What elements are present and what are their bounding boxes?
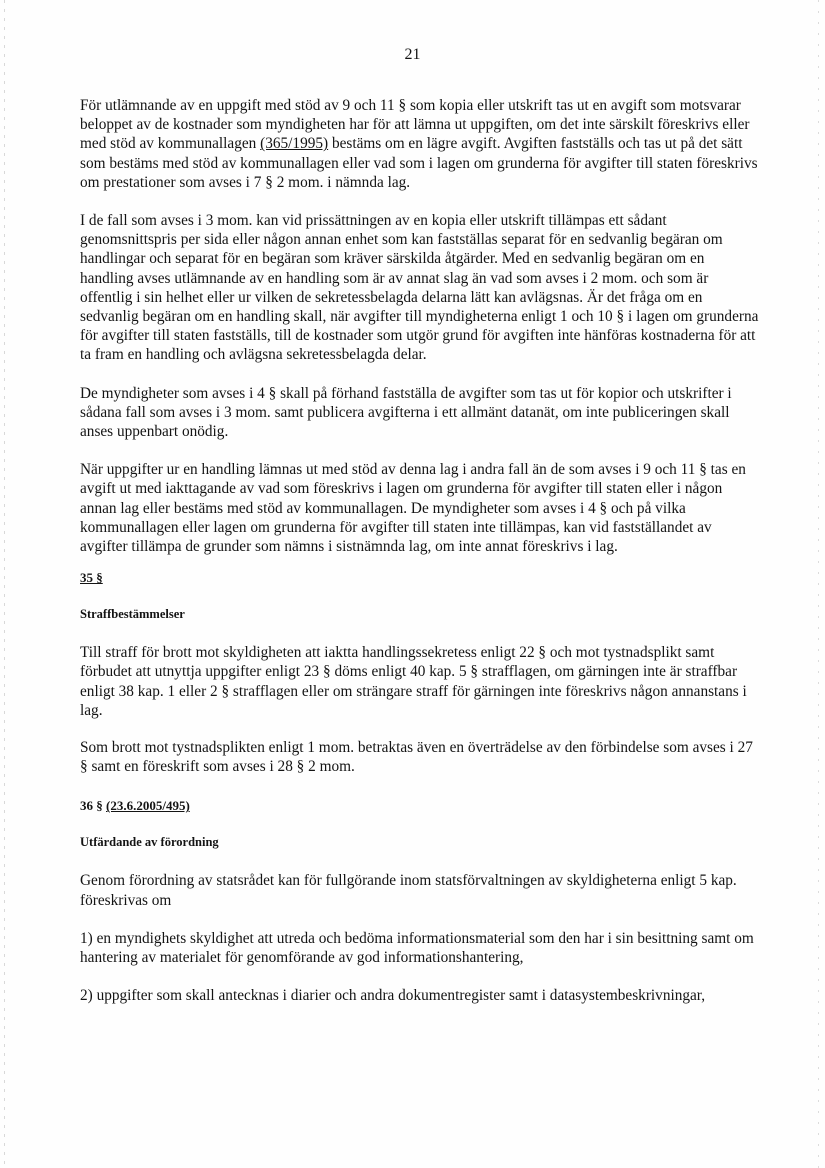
document-body: [80, 96, 760, 1006]
paragraph-other-cases: När uppgifter ur en handling lämnas ut med stöd av denna lag i andra fall än de som avses i 9 och 11 § tas en avgift ut med iakttagande av vad som föreskrivs i lagen om grunderna för avgifter till staten eller i någon annan lag eller bestäms med stöd av kommunallagen. De myndigheter som avses i 4 § och på vilka kommunallagen eller lagen om grunderna för avgifter till staten inte tillämpas, kan vid fastställandet av avgifter tillämpa de grunder som nämns i sistnämnda lag, om inte annat föreskrivs i lag.: [80, 461, 746, 556]
scan-edge-left: [4, 0, 5, 1168]
paragraph-text: För utlämnande av en uppgift med stöd av 9 och 11 § som kopia eller utskrift tas ut en avgift som motsvarar beloppet av de kostnader som myndigheten har för att lämna ut uppgiften, om det inte särskilt föreskrivs eller med stöd av kommunallagen: [80, 97, 750, 153]
paragraph-fees-intro: [80, 96, 760, 192]
section-36-title: Utfärdande av förordning: [80, 835, 219, 850]
scan-edge-right: [818, 0, 819, 1168]
amendment-reference-link[interactable]: (23.6.2005/495): [106, 798, 190, 814]
law-reference-link[interactable]: (365/1995): [260, 135, 329, 153]
page-number: 21: [404, 46, 421, 63]
paragraph-breach: Som brott mot tystnadsplikten enligt 1 mom. betraktas även en överträdelse av den förbindelse som avses i 27 § samt en föreskrift som avses i 28 § 2 mom.: [80, 739, 753, 776]
section-36-number: [80, 798, 760, 814]
section-number-link[interactable]: 35 §: [80, 570, 103, 586]
paragraph-pricing: I de fall som avses i 3 mom. kan vid prissättningen av en kopia eller utskrift tillämpas ett sådant genomsnittspris per sida eller någon annan enhet som kan fastställas separat för en sedvanlig begäran om handlingar och separat för en begäran som kräver särskilda åtgärder. Med en sedvanlig begäran om en handling avses utlämnande av en handling som är av annat slag än vad som avses i 2 mom. och som är offentlig i sin helhet eller ur vilken de sekretessbelagda delarna lätt kan avlägsnas. Är det fråga om en sedvanlig begäran om en handling skall, när avgifter till myndigheterna enligt 1 och 10 § i lagen om grunderna för avgifter till staten fastställs, till de kostnader som utgör grund för avgiften inte hänföras kostnaderna för att ta fram en handling och avlägsna sekretessbelagda delar.: [80, 212, 759, 364]
list-item-1: 1) en myndighets skyldighet att utreda och bedöma informationsmaterial som den har i sin besittning samt om hantering av materialet för genomförande av god informationshantering,: [80, 929, 754, 967]
paragraph-regulation: Genom förordning av statsrådet kan för fullgörande inom statsförvaltningen av skyldigheterna enligt 5 kap. föreskrivas om: [80, 872, 737, 909]
paragraph-publication: De myndigheter som avses i 4 § skall på förhand fastställa de avgifter som tas ut för kopior och utskrifter i sådana fall som avses i 3 mom. samt publicera avgifterna i ett allmänt datanät, om inte publiceringen skall anses uppenbart onödig.: [80, 384, 732, 441]
section-number-text: 36 §: [80, 798, 103, 814]
section-35-title: Straffbestämmelser: [80, 607, 185, 622]
paragraph-text: bestäms om en lägre avgift. Avgiften fastställs och tas ut på det sätt som bestäms med stöd av kommunallagen eller vad som i lagen om grunderna för avgifter till staten föreskrivs om prestationer som avses i 7 § 2 mom. i nämnda lag.: [80, 135, 758, 191]
section-35-number: [80, 570, 760, 586]
paragraph-penalty: Till straff för brott mot skyldigheten att iaktta handlingssekretess enligt 22 § och mot tystnadsplikt samt förbudet att utnyttja uppgifter enligt 23 § döms enligt 40 kap. 5 § strafflagen, om gärningen inte är straffbar enligt 38 kap. 1 eller 2 § strafflagen eller om strängare straff för gärningen inte föreskrivs någon annanstans i lag.: [80, 644, 747, 719]
list-item-2: 2) uppgifter som skall antecknas i diarier och andra dokumentregister samt i datasystembeskrivningar,: [80, 987, 706, 1005]
